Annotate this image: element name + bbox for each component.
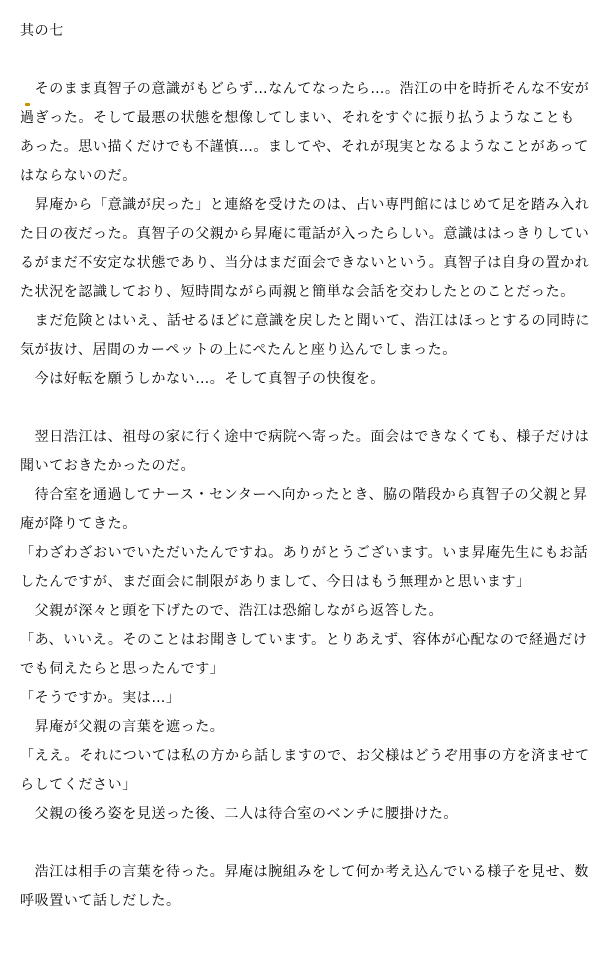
- text-line: はならないのだ。: [20, 168, 137, 184]
- text-line: るがまだ不安定な状態であり、当分はまだ面会できないという。真智子は自身の置かれ: [20, 255, 590, 271]
- text-line: らしてください」: [20, 777, 137, 793]
- text-line: 気が抜け、居間のカーペットの上にぺたんと座り込んでしまった。: [20, 342, 457, 358]
- text-line: したんですが、まだ面会に制限がありまして、今日はもう無理かと思います」: [20, 574, 531, 590]
- document-page: [20, 17, 592, 916]
- text-line: あった。思い描くだけでも不謹慎…。ましてや、それが現実となるようなことがあって: [20, 139, 589, 155]
- text-line: 「ええ。それについては私の方から話しますので、お父様はどうぞ用事の方を済ませて: [20, 748, 590, 764]
- text-line: た日の夜だった。真智子の父親から昇庵に電話が入ったらしい。意識ははっきりしてい: [20, 226, 590, 242]
- text-line: 聞いておきたかったのだ。: [20, 458, 196, 474]
- text-line: 浩江は相手の言葉を待った。昇庵は腕組みをして何か考え込んでいる様子を見せ、数: [20, 864, 589, 880]
- text-line: 「わざわざおいでいただいたんですね。ありがとうございます。いま昇庵先生にもお話: [20, 545, 589, 561]
- text-line: [20, 46, 592, 75]
- text-line: でも伺えたらと思ったんです」: [20, 661, 225, 677]
- text-line: まだ危険とはいえ、話せるほどに意識を戻したと聞いて、浩江はほっとするの同時に: [20, 313, 590, 329]
- chapter-title: 其の七: [20, 23, 64, 39]
- text-line: 今は好転を願うしかない…。そして真智子の快復を。: [20, 371, 385, 387]
- text-line: 父親が深々と頭を下げたので、浩江は恐縮しながら返答した。: [20, 603, 444, 619]
- text-line: [20, 829, 592, 858]
- ruby-mark: [25, 103, 30, 106]
- text-line: 「あ、いいえ。そのことはお聞きしています。とりあえず、容体が心配なので経過だけ: [20, 632, 588, 648]
- text-line: 過ぎった。そして最悪の状態を想像してしまい、それをすぐに振り払うようなことも: [20, 110, 575, 126]
- text-line: 昇庵から「意識が戻った」と連絡を受けたのは、占い専門館にはじめて足を踏み入れ: [20, 197, 590, 213]
- text-line: 庵が降りてきた。: [20, 516, 137, 532]
- text-line: そのまま真智子の意識がもどらず…なんてなったら…。浩江の中を時折そんな不安が: [20, 81, 590, 97]
- text-line: 翌日浩江は、祖母の家に行く途中で病院へ寄った。面会はできなくても、様子だけは: [20, 429, 590, 445]
- text-line: 「そうですか。実は…」: [20, 690, 181, 706]
- text-line: [20, 394, 592, 423]
- text-line: 昇庵が父親の言葉を遮った。: [20, 719, 225, 735]
- text-line: た状況を認識しており、短時間ながら両親と簡単な会話を交わしたとのことだった。: [20, 284, 575, 300]
- text-line: 呼吸置いて話しだした。: [20, 893, 181, 909]
- text-line: 父親の後ろ姿を見送った後、二人は待合室のベンチに腰掛けた。: [20, 806, 458, 822]
- text-line: 待合室を通過してナース・センターへ向かったとき、脇の階段から真智子の父親と昇: [20, 487, 588, 503]
